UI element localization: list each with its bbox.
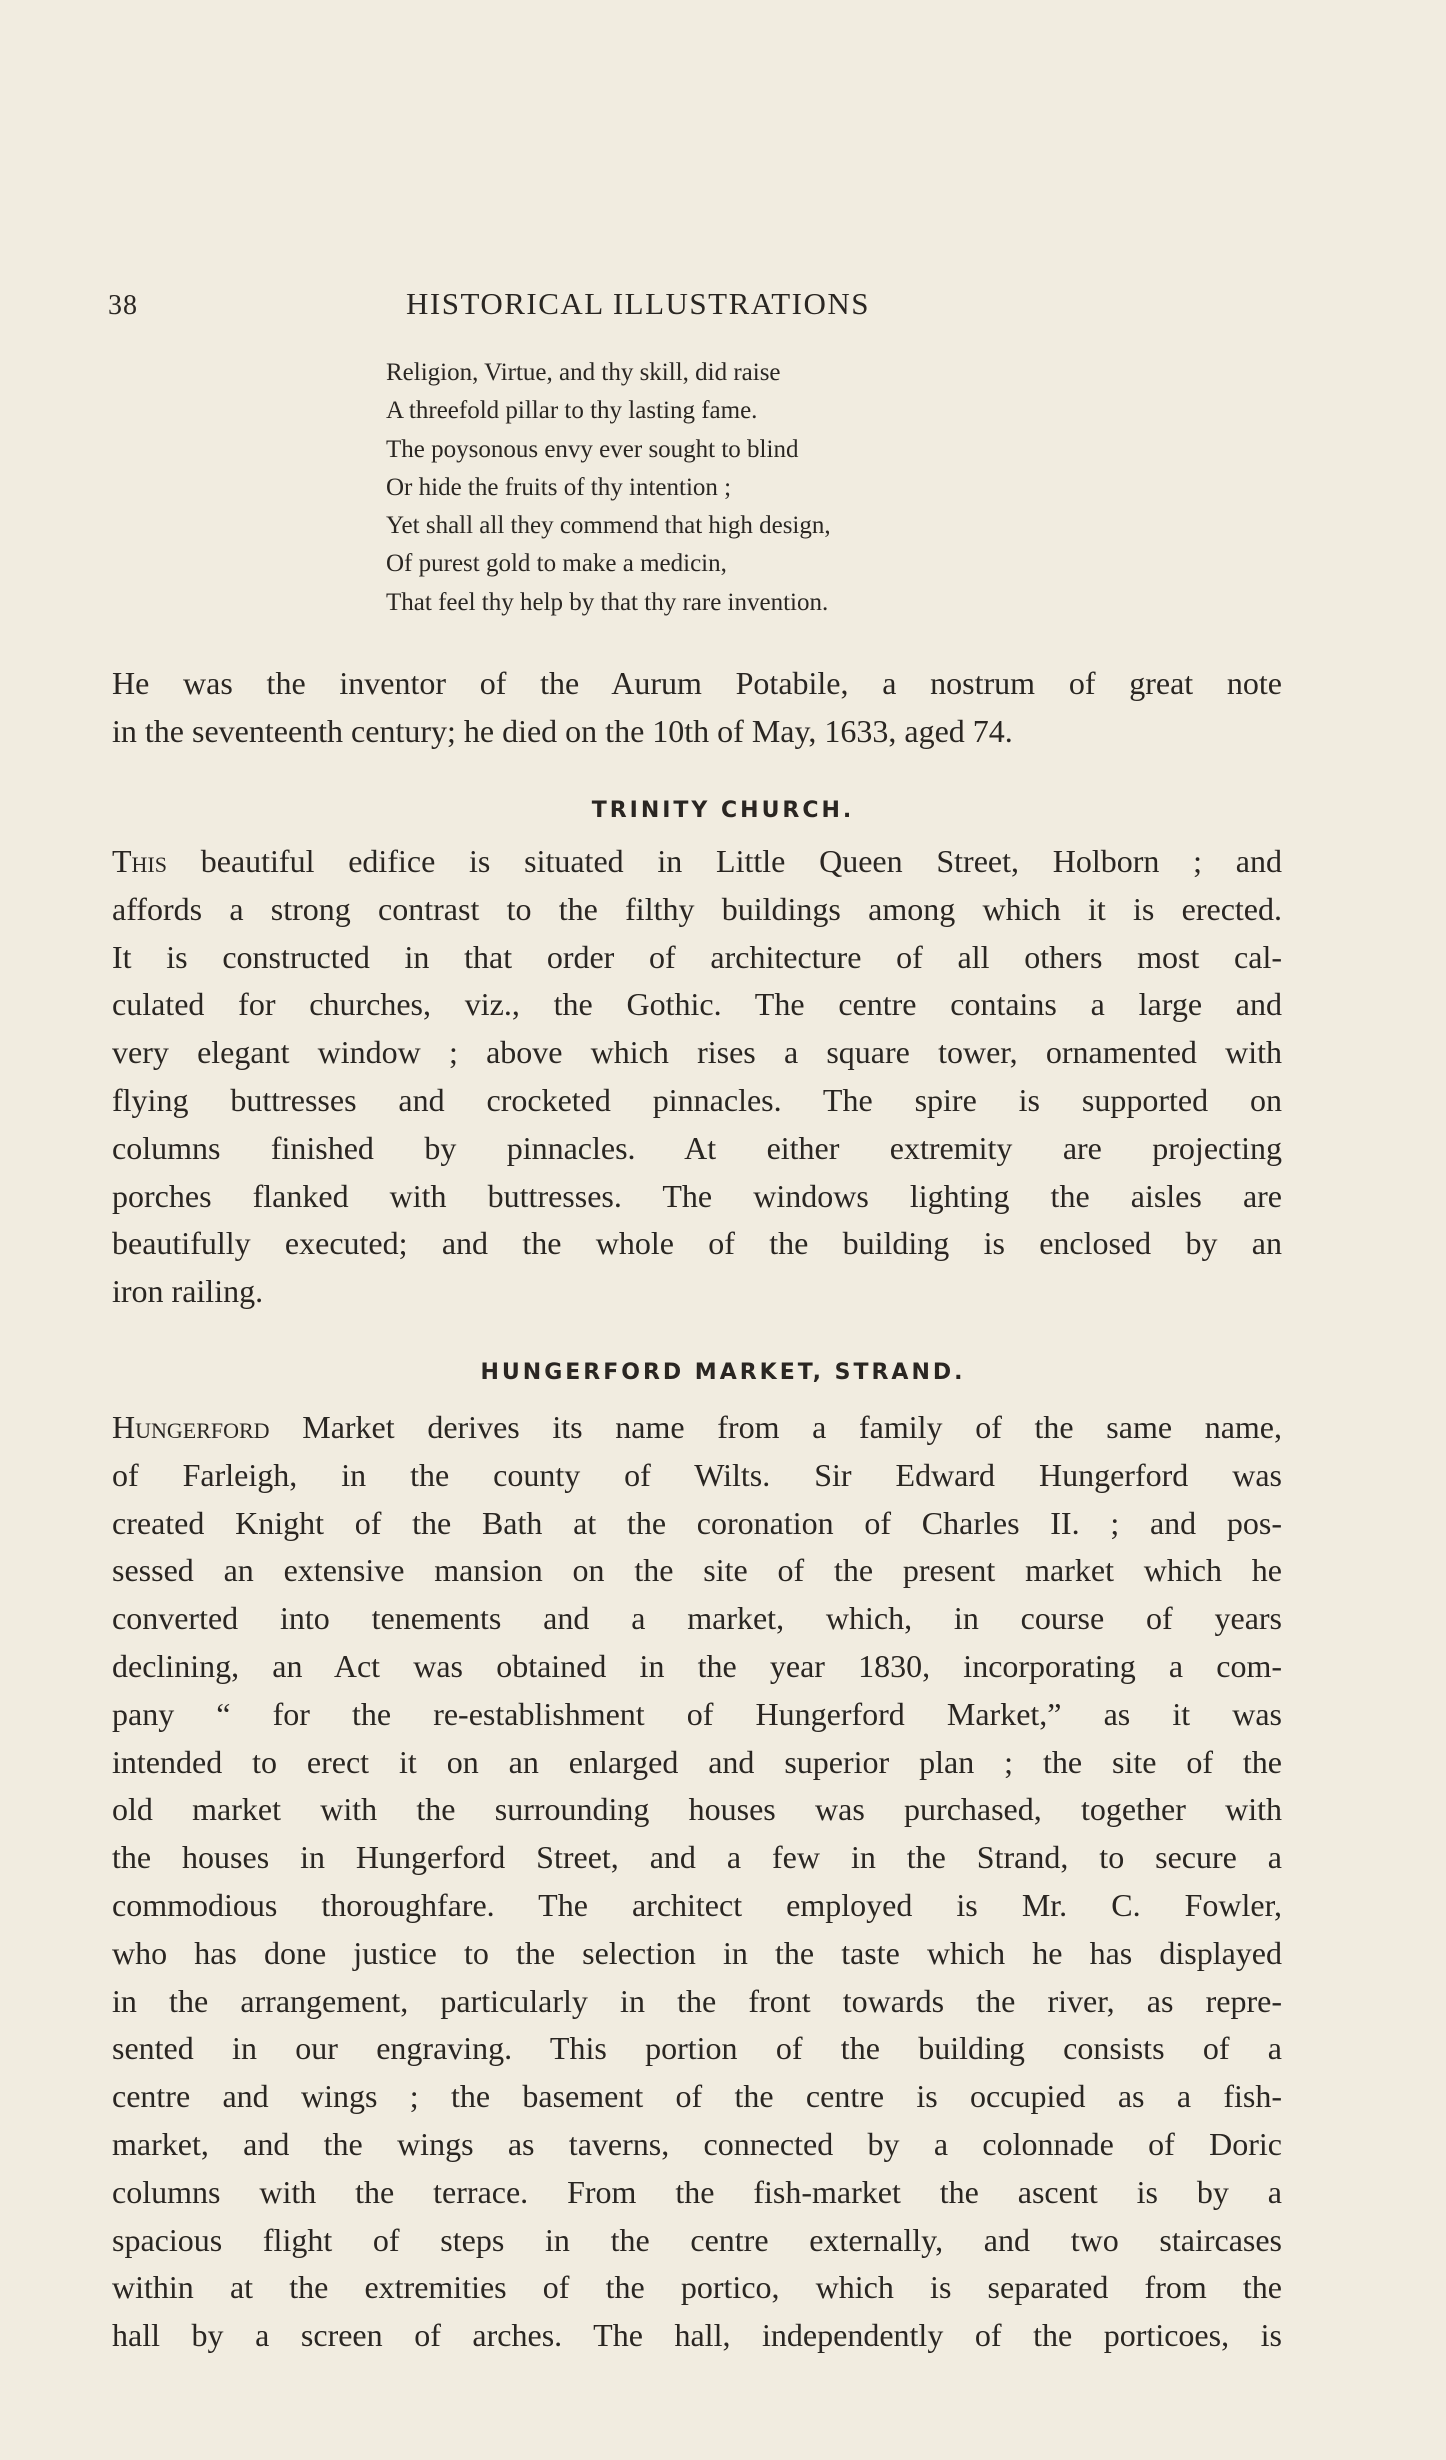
epitaph-verse	[386, 354, 1086, 622]
text-line: affords a strong contrast to the filthy buildings among which it is erected.	[112, 890, 1282, 927]
text-line: intended to erect it on an enlarged and superior plan ; the site of the	[112, 1743, 1282, 1780]
text-line: very elegant window ; above which rises a square tower, ornamented with	[112, 1034, 1282, 1071]
intro-paragraph	[112, 660, 1282, 756]
text-line: in the arrangement, particularly in the front towards the river, as repre-	[112, 1982, 1282, 2019]
text-line	[112, 838, 1282, 886]
text-line: It is constructed in that order of architecture of all others most cal-	[112, 938, 1282, 975]
text-line: centre and wings ; the basement of the centre is occupied as a fish-	[112, 2078, 1282, 2115]
text-line: hall by a screen of arches. The hall, independently of the porticoes, is	[112, 2317, 1282, 2354]
verse-line: Or hide the fruits of thy intention ;	[386, 473, 732, 501]
lead-word: This	[112, 843, 167, 879]
text-line: within at the extremities of the portico, which is separated from the	[112, 2269, 1282, 2306]
text-line: old market with the surrounding houses was purchased, together with	[112, 1791, 1282, 1828]
text-line: in the seventeenth century; he died on the 10th of May, 1633, aged 74.	[112, 712, 1013, 749]
running-title: HISTORICAL ILLUSTRATIONS	[406, 286, 870, 321]
lead-word: Hungerford	[112, 1409, 270, 1445]
text-line: sessed an extensive mansion on the site of the present market which he	[112, 1552, 1282, 1589]
text-line: beautifully executed; and the whole of the building is enclosed by an	[112, 1225, 1282, 1262]
running-header	[100, 286, 1300, 326]
text-line: culated for churches, viz., the Gothic. The centre contains a large and	[112, 986, 1282, 1023]
page-number: 38	[108, 290, 138, 321]
trinity-church-paragraph	[112, 838, 1282, 1316]
verse-line: That feel thy help by that thy rare invention.	[386, 588, 829, 616]
verse-line: The poysonous envy ever sought to blind	[386, 435, 799, 463]
text-line: sented in our engraving. This portion of the building consists of a	[112, 2030, 1282, 2067]
text-line: created Knight of the Bath at the coronation of Charles II. ; and pos-	[112, 1504, 1282, 1541]
verse-line: Yet shall all they commend that high design,	[386, 512, 831, 540]
text-line: porches flanked with buttresses. The windows lighting the aisles are	[112, 1177, 1282, 1214]
text-line: He was the inventor of the Aurum Potabile, a nostrum of great note	[112, 665, 1282, 701]
text-line: of Farleigh, in the county of Wilts. Sir Edward Hungerford was	[112, 1456, 1282, 1493]
section-heading-trinity-church: TRINITY CHURCH.	[591, 798, 855, 823]
section-heading-hungerford-market: HUNGERFORD MARKET, STRAND.	[480, 1360, 966, 1385]
text-line: iron railing.	[112, 1273, 264, 1310]
hungerford-market-paragraph	[112, 1404, 1282, 2360]
text-line: who has done justice to the selection in the taste which he has displayed	[112, 1934, 1282, 1971]
text-line: columns with the terrace. From the fish-market the ascent is by a	[112, 2173, 1282, 2210]
text-line: commodious thoroughfare. The architect employed is Mr. C. Fowler,	[112, 1886, 1282, 1923]
first-line-rest: Market derives its name from a family of the same name,	[269, 1409, 1282, 1445]
text-line: flying buttresses and crocketed pinnacles. The spire is supported on	[112, 1081, 1282, 1118]
first-line-rest: beautiful edifice is situated in Little Queen Street, Holborn ; and	[167, 843, 1282, 879]
verse-line: Of purest gold to make a medicin,	[386, 550, 727, 578]
text-line: columns finished by pinnacles. At either extremity are projecting	[112, 1129, 1282, 1166]
text-line: market, and the wings as taverns, connected by a colonnade of Doric	[112, 2125, 1282, 2162]
text-line: spacious flight of steps in the centre externally, and two staircases	[112, 2221, 1282, 2258]
text-line: declining, an Act was obtained in the year 1830, incorporating a com-	[112, 1647, 1282, 1684]
text-line: pany “ for the re-establishment of Hungerford Market,” as it was	[112, 1695, 1282, 1732]
verse-line: A threefold pillar to thy lasting fame.	[386, 397, 758, 425]
text-line: the houses in Hungerford Street, and a few in the Strand, to secure a	[112, 1839, 1282, 1876]
text-line: converted into tenements and a market, which, in course of years	[112, 1600, 1282, 1637]
verse-line: Religion, Virtue, and thy skill, did raise	[386, 359, 781, 386]
text-line	[112, 1404, 1282, 1452]
